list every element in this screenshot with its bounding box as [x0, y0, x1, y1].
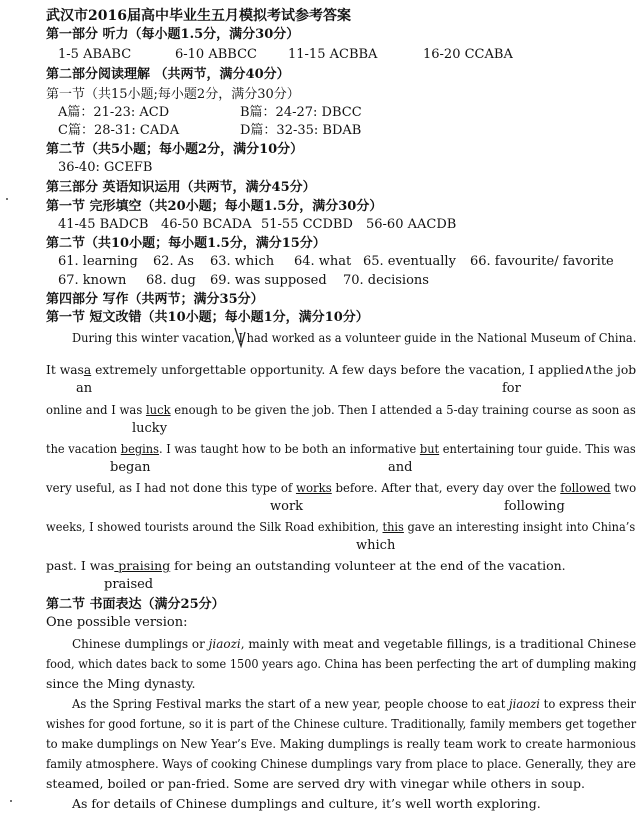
part1-heading: 第一部分 听力（每小题1.5分，满分30分） — [46, 27, 300, 42]
answer-group: C篇：28-31: CADA — [58, 123, 180, 138]
essay-line: Chinese dumplings or jiaozi, mainly with meat and vegetable fillings, is a traditional Chinese — [72, 636, 637, 651]
part4-section2-heading: 第二节 书面表达（满分25分） — [46, 597, 225, 612]
part2-section1-heading: 第一节（共15小题;每小题2分，满分30分） — [46, 87, 300, 102]
correction-word: lucky — [132, 421, 168, 436]
answer-group: B篇：24-27: DBCC — [240, 105, 362, 120]
answer-group: D篇：32-35: BDAB — [240, 123, 362, 138]
scan-speck — [6, 198, 8, 200]
answer-group: 16-20 CCABA — [423, 47, 513, 62]
correction-word: and — [388, 460, 413, 475]
essay-line: to make dumplings on New Year’s Eve. Making dumplings is really team work to create harmonious — [46, 736, 636, 751]
answer-item: 63. which — [210, 254, 275, 269]
part3-heading: 第三部分 英语知识运用（共两节，满分45分） — [46, 180, 316, 195]
correction-word: praised — [104, 577, 154, 592]
answer-group: 51-55 CCDBD — [261, 217, 353, 232]
passage-line: the vacation begins. I was taught how to be both an informative but entertaining tour guide. This was — [46, 441, 636, 456]
essay-line: food, which dates back to some 1500 years ago. China has been perfecting the art of dumpling making — [46, 656, 637, 671]
essay-line: family atmosphere. Ways of cooking Chinese dumplings vary from place to place. Generally, they are — [46, 756, 636, 771]
answer-item: 62. As — [153, 254, 194, 269]
answer-item: 68. dug — [146, 273, 196, 288]
doc-title: 武汉市2016届高中毕业生五月模拟考试参考答案 — [46, 8, 351, 24]
part2-heading: 第二部分阅读理解 （共两节，满分40分） — [46, 67, 290, 82]
correction-word: for — [502, 381, 521, 396]
insert-mark: ∧ — [584, 362, 594, 377]
scan-speck — [10, 800, 12, 802]
answer-group: 11-15 ACBBA — [288, 47, 378, 62]
correction-word: an — [76, 381, 93, 396]
answer-group: 46-50 BCADA — [161, 217, 252, 232]
answer-item: 67. known — [58, 273, 127, 288]
answer-group: 1-5 ABABC — [58, 47, 132, 62]
part3-section1-heading: 第一节 完形填空（共20小题；每小题1.5分，满分30分） — [46, 199, 383, 214]
correction-word: which — [356, 538, 396, 553]
answer-group: 6-10 ABBCC — [175, 47, 257, 62]
passage-line: It wasa extremely unforgettable opportunity. A few days before the vacation, I applied∧the job — [46, 362, 637, 377]
version-label: One possible version: — [46, 615, 188, 630]
answer-item: 66. favourite/ favorite — [470, 254, 614, 269]
correction-word: began — [110, 460, 151, 475]
correction-word: following — [504, 499, 565, 514]
answer-group: 56-60 AACDB — [366, 217, 457, 232]
answer-group: A篇：21-23: ACD — [58, 105, 170, 120]
passage-line: past. I was praising for being an outstanding volunteer at the end of the vacation. — [46, 558, 566, 573]
correction-word: work — [270, 499, 304, 514]
answer-item: 65. eventually — [363, 254, 456, 269]
part4-heading: 第四部分 写作（共两节；满分35分） — [46, 292, 264, 307]
passage-line: During this winter vacation, I had worked as a volunteer guide in the National Museum of China. — [72, 330, 637, 345]
part2-section2-heading: 第二节（共5小题；每小题2分，满分10分） — [46, 142, 304, 157]
essay-line: since the Ming dynasty. — [46, 676, 196, 691]
essay-line: steamed, boiled or pan-fried. Some are served dry with vinegar while others in soup. — [46, 776, 585, 791]
essay-line: As for details of Chinese dumplings and culture, it’s well worth exploring. — [72, 796, 541, 811]
insert-caret-mark — [232, 326, 248, 348]
part4-section1-heading: 第一节 短文改错（共10小题；每小题1分，满分10分） — [46, 310, 369, 325]
passage-line: weeks, I showed tourists around the Silk Road exhibition, this gave an interesting insight into China’s — [46, 519, 636, 534]
answer-item: 70. decisions — [343, 273, 429, 288]
essay-line: As the Spring Festival marks the start of a new year, people choose to eat jiaozi to express their — [72, 696, 636, 711]
answer-item: 64. what — [294, 254, 352, 269]
answer-group: 36-40: GCEFB — [58, 160, 153, 175]
answer-item: 69. was supposed — [210, 273, 327, 288]
answer-group: 41-45 BADCB — [58, 217, 149, 232]
part3-section2-heading: 第二节（共10小题；每小题1.5分，满分15分） — [46, 236, 326, 251]
passage-line: very useful, as I had not done this type of works before. After that, every day over the followed two — [46, 480, 637, 495]
passage-line: online and I was luck enough to be given the job. Then I attended a 5-day training course as soon as — [46, 402, 636, 417]
answer-item: 61. learning — [58, 254, 138, 269]
essay-line: wishes for good fortune, so it is part of the Chinese culture. Traditionally, family members get together — [46, 716, 637, 731]
